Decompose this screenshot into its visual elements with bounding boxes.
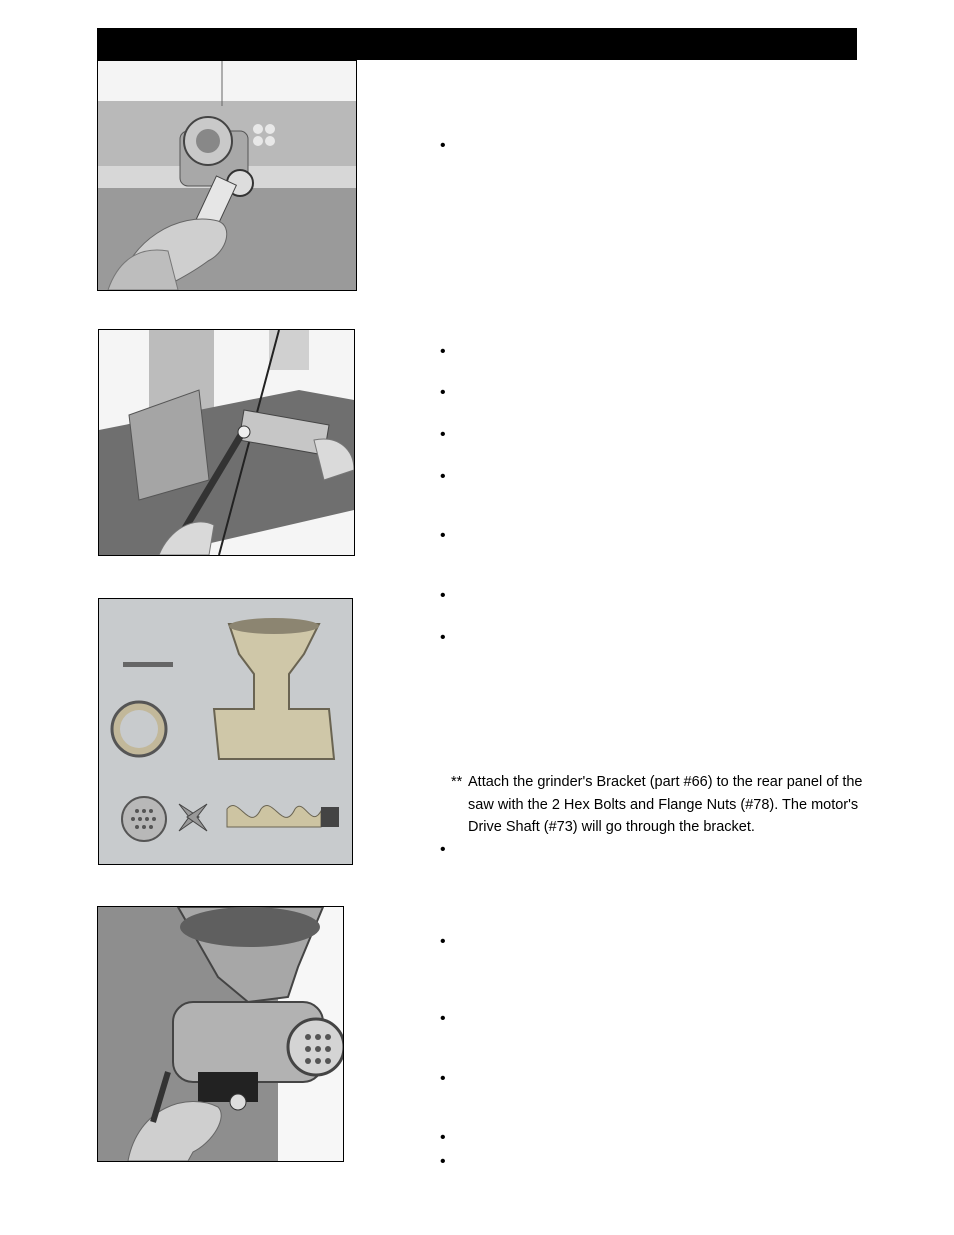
bullet-marker: • bbox=[440, 527, 446, 544]
note-marker: ** bbox=[451, 774, 463, 790]
bullet-marker: • bbox=[440, 587, 446, 604]
bracket-note bbox=[451, 771, 871, 839]
bullet-marker: • bbox=[440, 137, 446, 154]
grinder-assembly-photo bbox=[97, 906, 344, 1162]
wrench-bracket-photo bbox=[97, 60, 357, 291]
bullet-marker: • bbox=[440, 1010, 446, 1027]
bullet-marker: • bbox=[440, 933, 446, 950]
bullet-marker: • bbox=[440, 1129, 446, 1146]
bullet-marker: • bbox=[440, 841, 446, 858]
grinder-parts-photo bbox=[98, 598, 353, 865]
bullet-marker: • bbox=[440, 384, 446, 401]
saw-table-fence-image bbox=[99, 330, 354, 555]
bullet-marker: • bbox=[440, 1153, 446, 1170]
grinder-parts-image bbox=[99, 599, 352, 864]
note-text: Attach the grinder's Bracket (part #66) to the rear panel of the saw with the 2 Hex Bolts and Flange Nuts (#78). The motor's Drive Shaft (#73) will go through the bracket. bbox=[468, 774, 863, 835]
grinder-assembly-image bbox=[98, 907, 343, 1161]
bullet-marker: • bbox=[440, 426, 446, 443]
bullet-marker: • bbox=[440, 468, 446, 485]
wrench-bracket-image bbox=[98, 61, 356, 290]
saw-table-fence-photo bbox=[98, 329, 355, 556]
bullet-marker: • bbox=[440, 1070, 446, 1087]
bullet-marker: • bbox=[440, 629, 446, 646]
section-header-bar bbox=[97, 28, 857, 60]
bullet-marker: • bbox=[440, 343, 446, 360]
